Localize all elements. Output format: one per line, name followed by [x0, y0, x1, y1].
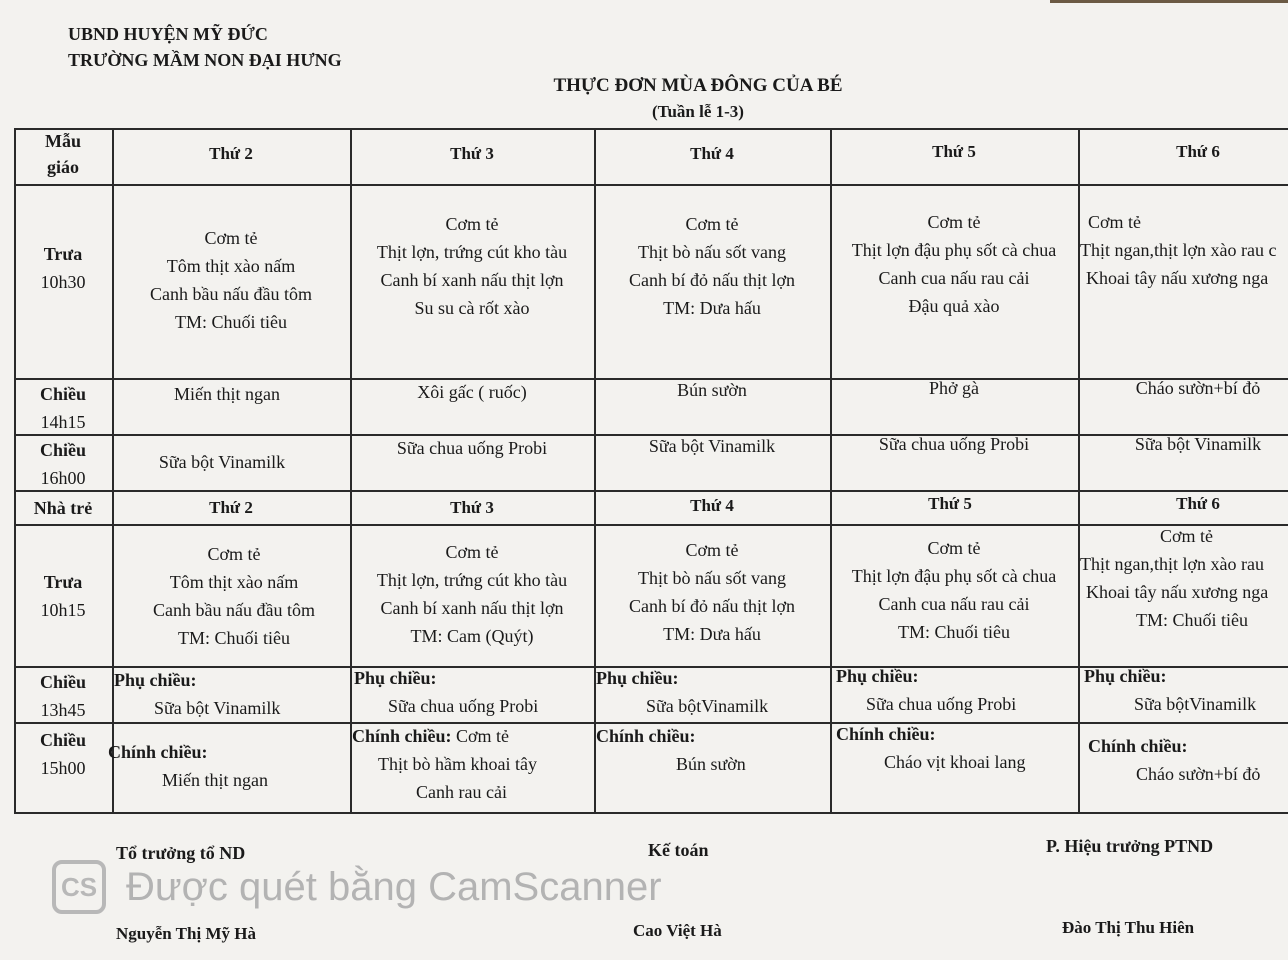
menu-cell: Sữa bột Vinamilk [158, 452, 286, 472]
menu-cell: Chính chiều: Cháo sườn+bí đỏ [1088, 736, 1261, 784]
document-title: THỰC ĐƠN MÙA ĐÔNG CỦA BÉ [553, 75, 843, 96]
menu-cell: Phụ chiều: Sữa bột Vinamilk [114, 670, 281, 718]
day-header: Thứ 4 [690, 144, 734, 163]
menu-cell: Cơm tẻ Thịt ngan,thịt lợn xào rau c Khoai tây nấu xương nga [1080, 212, 1277, 288]
day-header: Thứ 6 [1176, 494, 1220, 513]
menu-cell: Chính chiều: Bún sườn [596, 726, 746, 774]
day-header: Thứ 3 [450, 144, 494, 163]
menu-cell: Phụ chiều: Sữa chua uống Probi [354, 668, 539, 716]
menu-cell: Phụ chiều: Sữa bộtVinamilk [1084, 666, 1257, 714]
signature-role: P. Hiệu trưởng PTND [1046, 836, 1214, 856]
menu-cell: Cơm tẻ Tôm thịt xào nấm Canh bầu nấu đầu tôm TM: Chuối tiêu [153, 544, 315, 648]
meal-label: Chiều 14h15 [39, 384, 86, 432]
menu-cell: Cháo sườn+bí đỏ [1135, 378, 1261, 398]
menu-cell: Phụ chiều: Sữa bộtVinamilk [596, 668, 769, 716]
meal-label: Chiều 16h00 [39, 440, 86, 488]
menu-cell: Phụ chiều: Sữa chua uống Probi [836, 666, 1017, 714]
day-header: Thứ 5 [932, 142, 976, 161]
menu-cell: Xôi gấc ( ruốc) [417, 382, 527, 402]
watermark-text: Được quét bằng CamScanner [126, 864, 662, 909]
menu-cell: Sữa bột Vinamilk [1134, 434, 1262, 454]
menu-cell: Cơm tẻ Thịt lợn, trứng cút kho tàu Canh bí xanh nấu thịt lợn Su su cà rốt xào [376, 214, 568, 318]
signature-name: Đào Thị Thu Hiên [1062, 918, 1195, 937]
menu-cell: Cơm tẻ Thịt lợn đậu phụ sốt cà chua Canh cua nấu rau cải Đậu quả xào [851, 212, 1057, 316]
day-header: Thứ 4 [690, 496, 734, 515]
menu-cell: Phở gà [928, 378, 980, 398]
menu-cell: Cơm tẻ Thịt lợn đậu phụ sốt cà chua Canh cua nấu rau cải TM: Chuối tiêu [851, 538, 1057, 642]
menu-cell: Sữa chua uống Probi [396, 438, 548, 458]
meal-label: Trưa 10h15 [40, 572, 86, 620]
meal-label: Trưa 10h30 [40, 244, 86, 292]
group-label-mau-giao: Mẫu giáo [45, 131, 81, 177]
menu-cell: Chính chiều: Cháo vịt khoai lang [836, 724, 1026, 772]
menu-cell: Chính chiều: Cơm tẻ Thịt bò hầm khoai tây Canh rau cải [352, 726, 537, 802]
signature-role: Tổ trưởng tổ ND [116, 843, 246, 863]
day-header: Thứ 6 [1176, 142, 1220, 161]
day-header: Thứ 3 [450, 498, 494, 517]
menu-cell: Chính chiều: Miến thịt ngan [108, 742, 268, 790]
menu-table [14, 128, 1288, 816]
camscanner-logo-icon: CS [52, 860, 106, 914]
org-district: UBND HUYỆN MỸ ĐỨC [68, 24, 268, 44]
menu-cell: Cơm tẻ Thịt bò nấu sốt vang Canh bí đỏ nấu thịt lợn TM: Dưa hấu [628, 214, 795, 318]
menu-cell: Sữa bột Vinamilk [648, 436, 776, 456]
meal-label: Chiều 15h00 [39, 730, 86, 778]
menu-cell: Cơm tẻ Thịt lợn, trứng cút kho tàu Canh bí xanh nấu thịt lợn TM: Cam (Quýt) [376, 542, 568, 646]
document-subtitle: (Tuần lễ 1-3) [652, 102, 744, 121]
menu-cell: Cơm tẻ Tôm thịt xào nấm Canh bầu nấu đầu tôm TM: Chuối tiêu [150, 228, 312, 332]
group-label-nha-tre: Nhà trẻ [33, 498, 93, 518]
day-header: Thứ 2 [209, 144, 253, 163]
signature-role: Kế toán [648, 840, 709, 860]
camscanner-watermark [52, 858, 662, 916]
menu-cell: Sữa chua uống Probi [878, 434, 1030, 454]
signature-name: Nguyễn Thị Mỹ Hà [116, 924, 256, 943]
org-school: TRƯỜNG MẦM NON ĐẠI HƯNG [68, 50, 342, 70]
menu-cell: Miến thịt ngan [174, 384, 280, 404]
menu-cell: Cơm tẻ Thịt ngan,thịt lợn xào rau Khoai tây nấu xương nga TM: Chuối tiêu [1080, 526, 1269, 630]
day-header: Thứ 5 [928, 494, 972, 513]
meal-label: Chiều 13h45 [39, 672, 86, 720]
signature-name: Cao Việt Hà [633, 921, 722, 940]
menu-cell: Bún sườn [677, 380, 747, 400]
photo-edge [1050, 0, 1288, 3]
menu-cell: Cơm tẻ Thịt bò nấu sốt vang Canh bí đỏ nấu thịt lợn TM: Dưa hấu [628, 540, 795, 644]
day-header: Thứ 2 [209, 498, 253, 517]
